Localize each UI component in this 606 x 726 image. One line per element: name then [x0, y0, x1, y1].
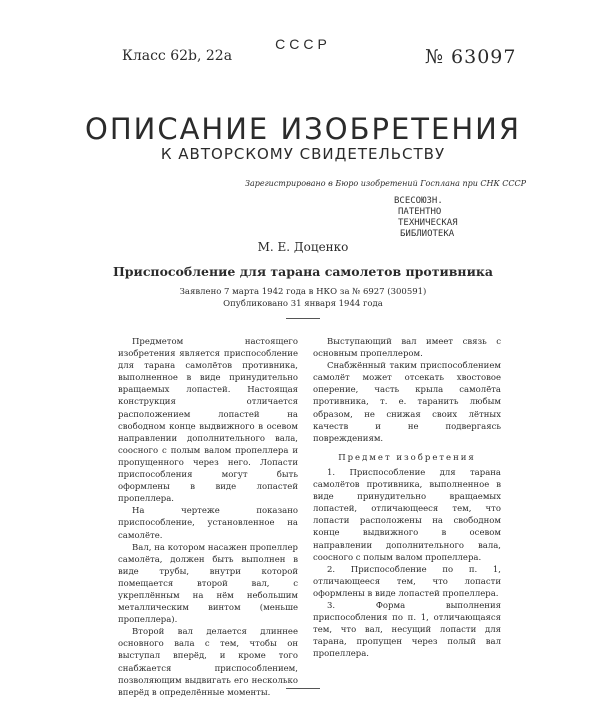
country-header: СССР [275, 36, 331, 52]
document-subtitle: К АВТОРСКОМУ СВИДЕТЕЛЬСТВУ [160, 145, 446, 163]
invention-title: Приспособление для тарана самолетов противника [113, 264, 493, 279]
paragraph: Предметом настоящего изобретения является приспособление для тарана самолётов противника, выполненное в виде принудительно вращаемых лопастей. Настоящая конструкция отличается расположением лопастей на свободном конце выдвижного в осевом направлении дополнительного вала, соосного с полым валом пропеллера и пропущенного через него. Лопасти приспособления могут быть оформлены в виде лопастей пропеллера. [118, 337, 298, 505]
stamp-line: БИБЛИОТЕКА [400, 229, 455, 239]
patent-number: № 63097 [425, 46, 517, 68]
paragraph: Выступающий вал имеет связь с основным пропеллером. [313, 337, 501, 360]
class-label: Класс 62b, 22a [122, 48, 233, 64]
paragraph: На чертеже показано приспособление, установленное на самолёте. [118, 506, 298, 541]
separator-line [286, 688, 320, 689]
claim-item: 2. Приспособление по п. 1, отличающееся тем, что лопасти оформлены в виде лопастей пропеллера. [313, 564, 501, 599]
claims-heading: Предмет изобретения [338, 452, 476, 463]
document-title: ОПИСАНИЕ ИЗОБРЕТЕНИЯ [85, 112, 521, 146]
right-column [313, 336, 501, 660]
paragraph: Вал, на котором насажен пропеллер самолёта, должен быть выполнен в виде трубы, внутри которой помещается второй вал, с укреплённым на нём небольшим металлическим винтом (меньше пропеллера). [118, 542, 298, 626]
stamp-line: ПАТЕНТНО [398, 207, 442, 217]
left-column [118, 336, 298, 699]
library-stamp [394, 196, 502, 244]
paragraph: Второй вал делается длиннее основного вала с тем, чтобы он выступал вперёд, и кроме того снабжается приспособлением, позволяющим выдвигать его несколько вперёд в определённые моменты. [118, 627, 298, 698]
claim-item: 1. Приспособление для тарана самолётов противника, выполненное в виде принудительно вращаемых лопастей, отличающееся тем, что лопасти расположены на свободном конце выдвижного в осевом направлении дополнительного вала, соосного с полым валом пропеллера. [313, 467, 501, 563]
registration-note: Зарегистрировано в Бюро изобретений Госплана при СНК СССР [245, 179, 526, 188]
stamp-line: ТЕХНИЧЕСКАЯ [398, 218, 458, 228]
published-date: Опубликовано 31 января 1944 года [223, 299, 383, 309]
separator-line [286, 318, 320, 319]
filing-info [0, 286, 606, 310]
paragraph: Снабжённый таким приспособлением самолёт может отсекать хвостовое оперение, часть крыла самолёта противника, т. е. таранить любым образом, не снижая своих лётных качеств и не подвергаясь повреждениям. [313, 361, 501, 444]
claim-item: 3. Форма выполнения приспособления по п. 1, отличающаяся тем, что вал, несущий лопасти для тарана, пропущен через полый вал пропеллера. [313, 600, 501, 660]
filed-date: Заявлено 7 марта 1942 года в НКО за № 6927 (300591) [179, 287, 427, 297]
author-name: М. Е. Доценко [257, 240, 349, 254]
stamp-line: ВСЕСОЮЗН. [394, 196, 443, 206]
